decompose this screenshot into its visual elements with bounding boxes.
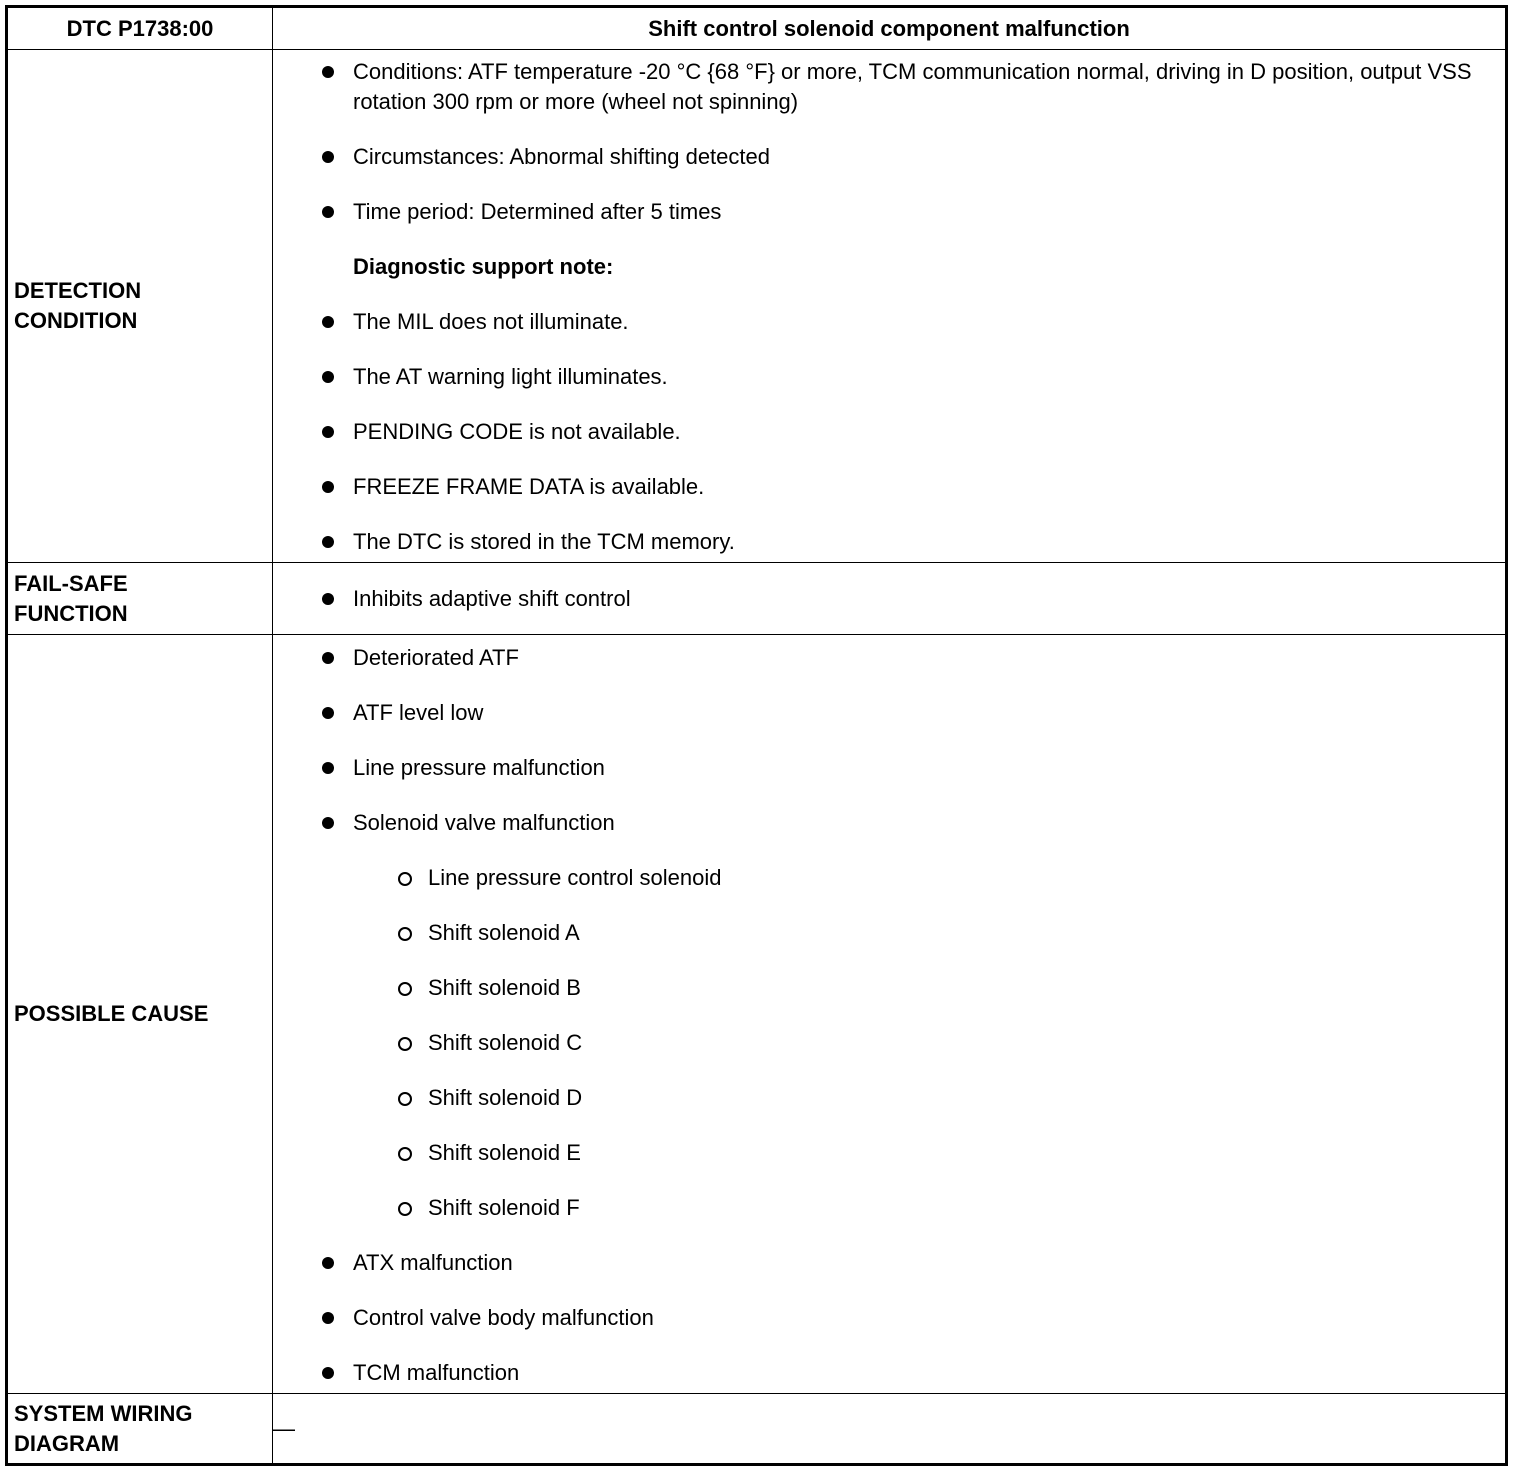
failsafe-label-line2: FUNCTION [14,600,128,626]
failsafe-label [7,563,273,635]
note-heading: Diagnostic support note: [353,254,614,279]
cause-list [318,643,1505,1388]
wiring-label-line1: SYSTEM WIRING [14,1400,193,1426]
circle-icon [393,863,428,893]
sub-list-item: Shift solenoid C [318,1028,1505,1058]
failsafe-content [273,563,1507,635]
list-item: Inhibits adaptive shift control [318,584,1505,614]
list-item: ATF level low [318,698,1505,728]
bullet-icon [318,584,353,614]
circle-icon [393,1193,428,1223]
list-item: ATX malfunction [318,1248,1505,1278]
detection-row [7,50,1507,563]
wiring-label-line2: DIAGRAM [14,1430,120,1456]
detection-label-line2: CONDITION [14,308,138,333]
sub-list-item: Shift solenoid D [318,1083,1505,1113]
sub-list-item: Shift solenoid F [318,1193,1505,1223]
detection-label-line1: DETECTION [14,278,142,303]
failsafe-row [7,563,1507,635]
wiring-row [7,1394,1507,1465]
failsafe-list [318,584,1505,614]
failsafe-label-line1: FAIL-SAFE [14,570,128,596]
bullet-icon [318,362,353,392]
bullet-icon [318,307,353,337]
wiring-label [7,1394,273,1465]
dtc-title: Shift control solenoid component malfunction [273,7,1507,50]
bullet-icon [318,142,353,172]
bullet-icon [318,197,353,227]
circle-icon [393,973,428,1003]
bullet-icon [318,57,353,87]
bullet-icon [318,753,353,783]
list-item: Deteriorated ATF [318,643,1505,673]
list-item: The AT warning light illuminates. [318,362,1505,392]
dtc-table [5,5,1508,1466]
list-item: The DTC is stored in the TCM memory. [318,527,1505,557]
bullet-icon [318,1303,353,1333]
sub-list-item: Shift solenoid A [318,918,1505,948]
cause-row [7,635,1507,1394]
list-item: Control valve body malfunction [318,1303,1505,1333]
bullet-icon [318,472,353,502]
list-item: Time period: Determined after 5 times [318,197,1505,227]
sub-list-item: Shift solenoid B [318,973,1505,1003]
bullet-icon [318,417,353,447]
bullet-icon [318,527,353,557]
bullet-icon [318,643,353,673]
bullet-icon [318,808,353,838]
circle-icon [393,1083,428,1113]
cause-label: POSSIBLE CAUSE [7,635,273,1394]
cause-content [273,635,1507,1394]
list-item: The MIL does not illuminate. [318,307,1505,337]
detection-label [7,50,273,563]
sub-list-item: Shift solenoid E [318,1138,1505,1168]
list-item: Circumstances: Abnormal shifting detected [318,142,1505,172]
bullet-icon [318,698,353,728]
list-item: Line pressure malfunction [318,753,1505,783]
list-item: PENDING CODE is not available. [318,417,1505,447]
list-item: TCM malfunction [318,1358,1505,1388]
sub-list-item: Line pressure control solenoid [318,863,1505,893]
circle-icon [393,918,428,948]
list-item: FREEZE FRAME DATA is available. [318,472,1505,502]
list-item: Solenoid valve malfunction [318,808,1505,838]
header-row [7,7,1507,50]
bullet-icon [318,1248,353,1278]
bullet-icon [318,1358,353,1388]
dtc-code: DTC P1738:00 [7,7,273,50]
list-item: Conditions: ATF temperature -20 °C {68 °F} or more, TCM communication normal, driving in D position, output VSS rotation 300 rpm or more (wheel not spinning) [318,57,1505,117]
detection-list [318,57,1505,557]
circle-icon [393,1028,428,1058]
circle-icon [393,1138,428,1168]
detection-content [273,50,1507,563]
wiring-value: — [273,1394,1507,1465]
